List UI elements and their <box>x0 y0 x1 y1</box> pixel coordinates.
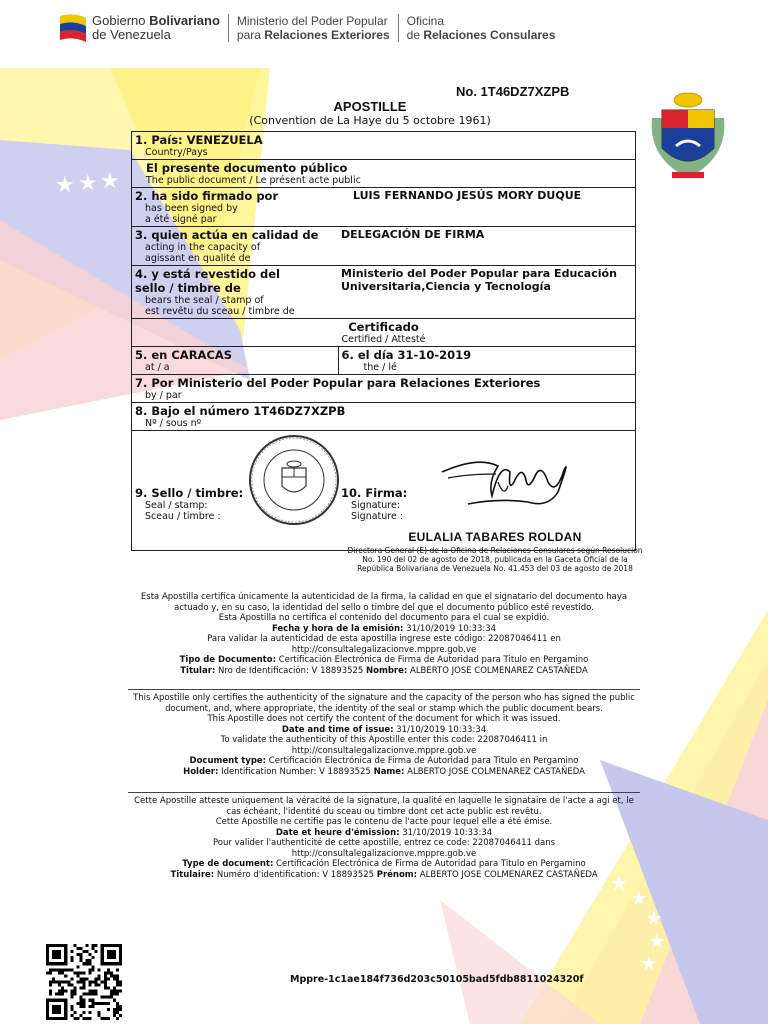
apostille-title: APOSTILLE (Convention de La Haye du 5 octobre 1961) <box>249 99 491 127</box>
signed-by-value: LUIS FERNANDO JESÚS MORY DUQUE <box>353 189 582 202</box>
official-stamp-icon <box>248 434 340 526</box>
header-divider <box>228 14 229 42</box>
svg-text:★: ★ <box>630 886 648 910</box>
document-number: No. 1T46DZ7XZPB <box>456 84 570 99</box>
svg-text:★: ★ <box>100 169 120 194</box>
french-statement: Cette Apostille atteste uniquement la véracité de la signature, la qualité en laquelle le signataire de l'acte a agi et, le cas échéant, l'identité du sceau ou timbre dont cet acte public est revêtu. Cette Apostille ne certifie pas le contenu de l'acte pour lequel elle a été émise. Date et heure d'émission: 31/10/2019 10:33:34 Pour valider l'authenticité de cette apostille, entrez ce code: 22087046411 dans http://consultalegalizacionve.mppre.gob.ve Type de document: Certificación Electrónica de Firma de Autoridad para Titulo en Pergamino Titulaire: Numéro d'identification: V 18893525 Prénom: ALBERTO JOSE COLMENAREZ CASTAÑEDA <box>134 796 634 880</box>
row-certified: Certificado Certified / Attesté <box>132 319 636 347</box>
header <box>58 10 555 46</box>
svg-text:★: ★ <box>645 906 663 930</box>
capacity-value: DELEGACIÓN DE FIRMA <box>341 228 485 241</box>
ministry-text: Ministerio del Poder Popular para Relaciones Exteriores <box>236 14 390 42</box>
row-place-date: 5. en CARACAS at / a 6. el día 31-10-2019 the / lé <box>132 347 636 375</box>
verification-code: Mppre-1c1ae184f736d203c50105bad5fdb8811024320f <box>290 974 584 985</box>
section-divider <box>128 689 640 690</box>
row-signed-by: 2. ha sido firmado por has been signed by a été signé par LUIS FERNANDO JESÚS MORY DUQUE <box>132 188 636 227</box>
row-public-document: El presente documento público The public document / Le présent acte public <box>132 160 636 188</box>
venezuela-flag-icon <box>58 12 88 44</box>
signer-description: Directora General (E) de la Oficina de Relaciones Consulares según Resolución No. 190 del 02 de agosto de 2018, publicada en la Gaceta Oficial de la República Bolivariana de Venezuela No. 41.453 del 03 de agosto de 2018 <box>347 546 643 573</box>
row-seal-signature: 9. Sello / timbre: Seal / stamp: Sceau / timbre : 10. Firma: Signature: Signature : <box>132 431 636 551</box>
row-capacity: 3. quien actúa en calidad de acting in the capacity of agissant en qualité de DELEGACIÓN DE FIRMA <box>132 227 636 266</box>
svg-text:★: ★ <box>640 951 658 975</box>
spanish-statement: Esta Apostilla certifica únicamente la autenticidad de la firma, la calidad en que el signatario del documento haya actuado y, en su caso, la identidad del sello o timbre del que el documento público esté revestido. Esta Apostilla no certifica el contenido del documento para el cual se expidió. Fecha y hora de la emisión: 31/10/2019 10:33:34 Para validar la autenticidad de esta apostilla ingrese este código: 22087046411 en http://consultalegalizacionve.mppre.gob.ve Tipo de Documento: Certificación Electrónica de Firma de Autoridad para Titulo en Pergamino Titular: Nro de Identificación: V 18893525 Nombre: ALBERTO JOSE COLMENAREZ CASTAÑEDA <box>140 592 628 676</box>
svg-text:★: ★ <box>648 929 666 953</box>
signer-block <box>345 530 645 573</box>
office-text: Oficina de Relaciones Consulares <box>406 14 556 42</box>
svg-text:★: ★ <box>78 171 98 196</box>
header-divider <box>398 14 399 42</box>
handwritten-signature <box>438 452 578 510</box>
row-number: 8. Bajo el número 1T46DZ7XZPB Nº / sous nº <box>132 403 636 431</box>
row-seal-of: 4. y está revestido del sello / timbre de bears the seal / stamp of est revêtu du sceau / timbre de Ministerio del Poder Popular para Educación Universitaria,Ciencia y Tecnología <box>132 266 636 319</box>
row-country: 1. País: VENEZUELA Country/Pays <box>132 132 636 160</box>
svg-text:★: ★ <box>55 173 75 198</box>
gov-logo-text: Gobierno Bolivariano de Venezuela <box>92 13 220 42</box>
english-statement: This Apostille only certifies the authenticity of the signature and the capacity of the person who has signed the public document, and, where appropriate, the identity of the seal or stamp which the public document bears. This Apostille does not certify the content of the document for which it was issued. Date and time of issue: 31/10/2019 10:33:34 To validate the authenticity of this Apostille enter this code: 22087046411 in http://consultalegalizacionve.mppre.gob.ve Document type: Certificación Electrónica de Firma de Autoridad para Titulo en Pergamino Holder: Identification Number: V 18893525 Name: ALBERTO JOSE COLMENAREZ CASTAÑEDA <box>133 693 635 777</box>
svg-text:★: ★ <box>610 871 628 895</box>
seal-of-value: Ministerio del Poder Popular para Educación <box>341 267 617 280</box>
section-divider <box>128 792 640 793</box>
svg-text:★: ★ <box>585 861 603 885</box>
signer-name: EULALIA TABARES ROLDAN <box>408 530 582 544</box>
row-by: 7. Por Ministerio del Poder Popular para Relaciones Exteriores by / par <box>132 375 636 403</box>
qr-code-icon <box>46 944 122 1020</box>
